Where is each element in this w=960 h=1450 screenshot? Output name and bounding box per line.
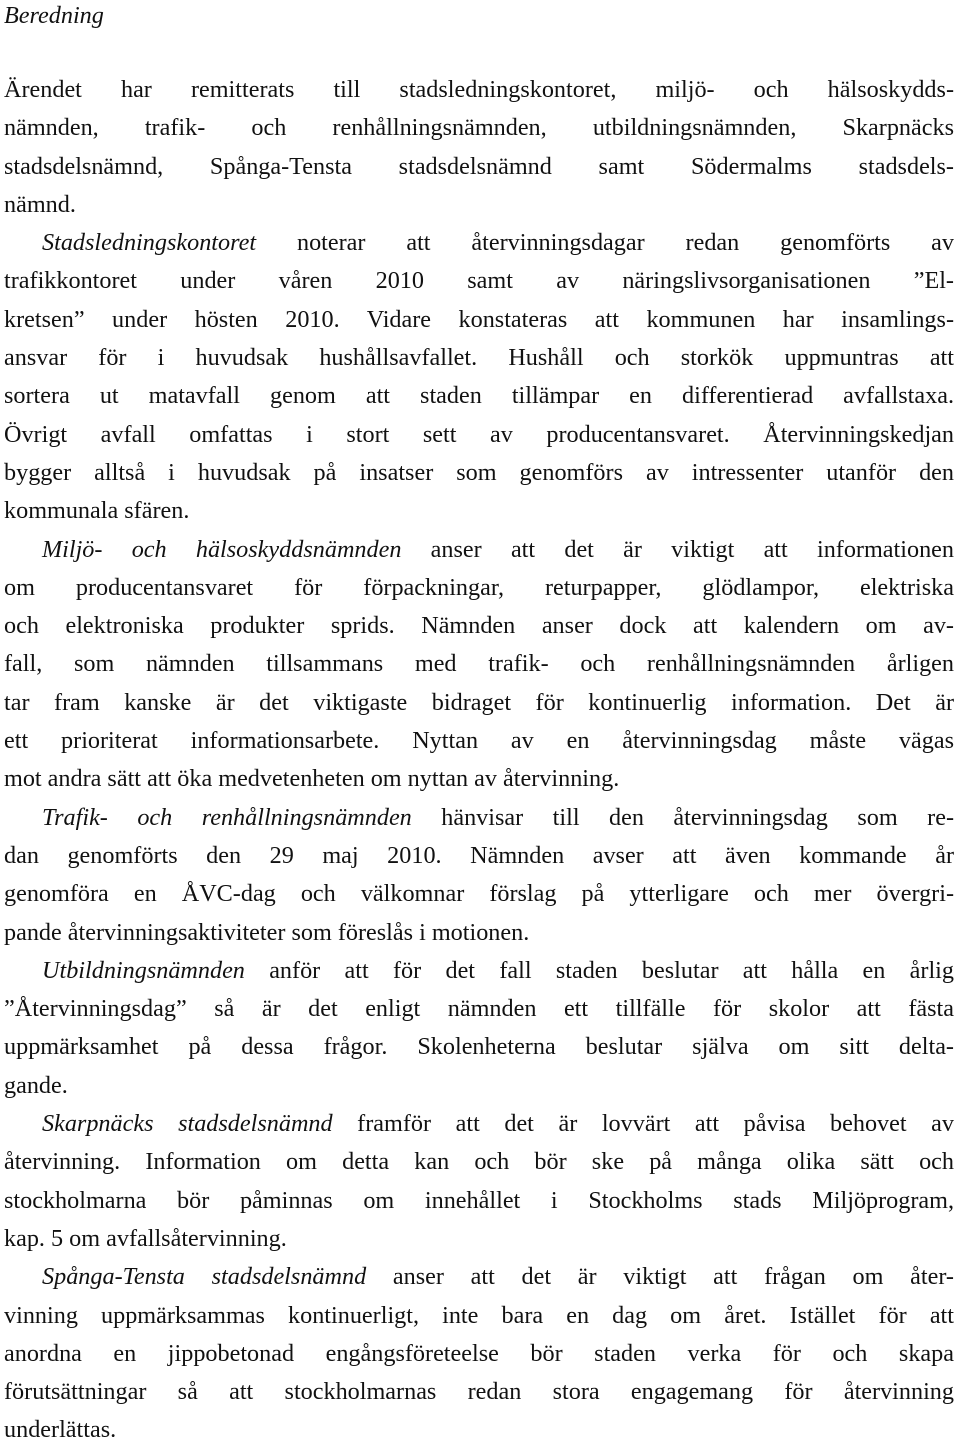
text-line: dan genomförts den 29 maj 2010. Nämnden avser att även kommande år	[4, 841, 954, 869]
line-text: framför att det är lovvärt att påvisa behovet av	[332, 1110, 954, 1138]
line-text: anser att det är viktigt att frågan om åter-	[366, 1263, 954, 1291]
text-line: återvinning. Information om detta kan och bör ske på många olika sätt och	[4, 1148, 954, 1176]
text-line	[4, 224, 954, 262]
paragraph-lead: Miljö- och hälsoskyddsnämnden	[42, 535, 402, 563]
paragraph-lead: Utbildningsnämnden	[42, 956, 245, 984]
document-page	[4, 0, 954, 1450]
paragraph-stadsledningskontoret	[4, 224, 954, 530]
text-line: och elektroniska produkter sprids. Nämnden anser dock att kalendern om av-	[4, 612, 954, 640]
paragraph-spanga-tensta-stadsdelsnamnd	[4, 1258, 954, 1449]
paragraph-miljo-halsoskyddsnamnden	[4, 531, 954, 799]
text-line	[4, 799, 954, 837]
paragraph-lead: Stadsledningskontoret	[42, 229, 257, 257]
text-line: kap. 5 om avfallsåtervinning.	[4, 1224, 287, 1252]
text-line: ett prioriterat informationsarbete. Nyttan av en återvinningsdag måste vägas	[4, 727, 954, 755]
text-line: förutsättningar så att stockholmarnas redan stora engagemang för återvinning	[4, 1378, 954, 1406]
text-line: om producentansvaret för förpackningar, returpapper, glödlampor, elektriska	[4, 573, 954, 601]
text-line: underlättas.	[4, 1416, 117, 1444]
text-line: ansvar för i huvudsak hushållsavfallet. Hushåll och storkök uppmuntras att	[4, 344, 954, 372]
text-line: sortera ut matavfall genom att staden tillämpar en differentierad avfallstaxa.	[4, 382, 954, 410]
heading-spacer	[4, 32, 954, 71]
text-line	[4, 531, 954, 569]
line-text: hänvisar till den återvinningsdag som re-	[411, 803, 954, 831]
text-line	[4, 952, 954, 990]
line-text: anför att för det fall staden beslutar att hålla en årlig	[244, 956, 954, 984]
paragraph-utbildningsnamnden	[4, 952, 954, 1105]
paragraph-lead: Trafik- och renhållningsnämnden	[42, 803, 412, 831]
text-line: kommunala sfären.	[4, 497, 190, 525]
text-line: vinning uppmärksammas kontinuerligt, inte bara en dag om året. Istället för att	[4, 1301, 954, 1329]
text-line: uppmärksamhet på dessa frågor. Skolenheterna beslutar själva om sitt delta-	[4, 1033, 954, 1061]
text-line: anordna en jippobetonad engångsföreteelse bör staden verka för och skapa	[4, 1339, 954, 1367]
text-line: mot andra sätt att öka medvetenheten om nyttan av återvinning.	[4, 765, 620, 793]
paragraph-lead: Spånga-Tensta stadsdelsnämnd	[42, 1263, 367, 1291]
text-line: genomföra en ÅVC-dag och välkomnar förslag på ytterligare och mer övergri-	[4, 880, 954, 908]
text-line: stadsdelsnämnd, Spånga-Tensta stadsdelsnämnd samt Södermalms stadsdels-	[4, 152, 954, 180]
text-line: pande återvinningsaktiviteter som föreslås i motionen.	[4, 918, 530, 946]
text-line: Ärendet har remitterats till stadsledningskontoret, miljö- och hälsoskydds-	[4, 76, 954, 103]
line-text: noterar att återvinningsdagar redan genomförts av	[256, 229, 954, 257]
text-line: tar fram kanske är det viktigaste bidraget för kontinuerlig information. Det är	[4, 688, 954, 716]
line-text: anser att det är viktigt att informationen	[401, 535, 954, 563]
paragraph-intro	[4, 71, 954, 224]
text-line: ”Återvinningsdag” så är det enligt nämnden ett tillfälle för skolor att fästa	[4, 995, 954, 1023]
text-line	[4, 1105, 954, 1143]
text-line: nämnden, trafik- och renhållningsnämnden, utbildningsnämnden, Skarpnäcks	[4, 114, 954, 142]
text-line: gande.	[4, 1071, 68, 1099]
text-line: trafikkontoret under våren 2010 samt av näringslivsorganisationen ”El-	[4, 267, 954, 295]
text-line: stockholmarna bör påminnas om innehållet i Stockholms stads Miljöprogram,	[4, 1186, 954, 1214]
text-line: bygger alltså i huvudsak på insatser som genomförs av intressenter utanför den	[4, 458, 954, 486]
paragraph-trafik-renhallningsnamnden	[4, 799, 954, 952]
text-line	[4, 1258, 954, 1296]
text-line: Övrigt avfall omfattas i stort sett av producentansvaret. Återvinningskedjan	[4, 420, 954, 448]
text-line: fall, som nämnden tillsammans med trafik- och renhållningsnämnden årligen	[4, 650, 954, 678]
paragraph-lead: Skarpnäcks stadsdelsnämnd	[42, 1110, 333, 1138]
text-line: nämnd.	[4, 190, 76, 218]
paragraph-skarpnacks-stadsdelsnamnd	[4, 1105, 954, 1258]
text-line: kretsen” under hösten 2010. Vidare konstateras att kommunen har insamlings-	[4, 305, 954, 333]
section-heading: Beredning	[4, 2, 104, 29]
